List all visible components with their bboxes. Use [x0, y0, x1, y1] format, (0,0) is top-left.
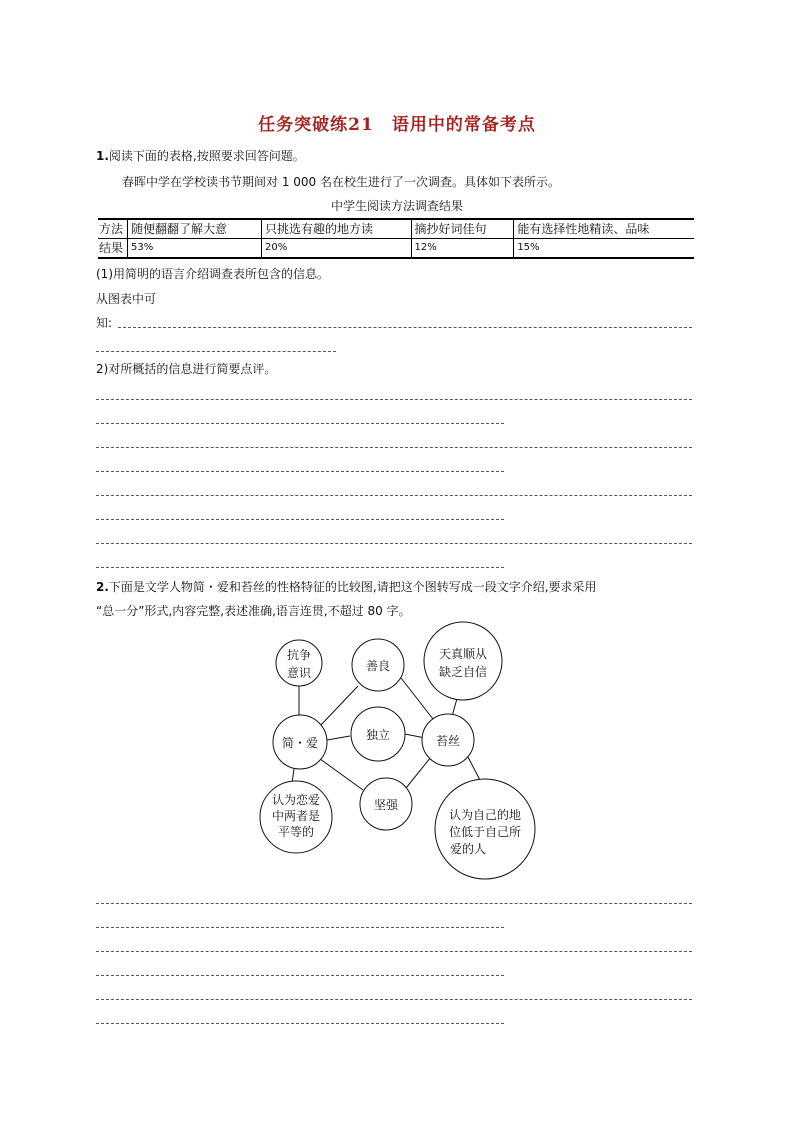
node-label: 爱的人	[449, 842, 487, 856]
node-label: 善良	[365, 659, 391, 673]
answer-line	[96, 903, 692, 904]
node-label: 位低于自己所	[448, 825, 522, 839]
sub-question-2: 2)对所概括的信息进行简要点评。	[96, 362, 277, 376]
node-label: 认为自己的地	[448, 808, 522, 822]
table-title: 中学生阅读方法调查结果	[330, 199, 463, 213]
jane-label: 简・爱	[281, 736, 319, 750]
table-cell: 摘抄好词佳句	[411, 219, 514, 239]
answer-line	[96, 999, 692, 1000]
question-2-number: 2.	[96, 580, 109, 594]
connector	[401, 678, 433, 719]
table-cell: 12%	[411, 239, 514, 259]
node-label: 认为恋爱	[271, 793, 321, 807]
table-cell: 能有选择性地精读、品味	[514, 219, 694, 239]
table-cell: 随便翻翻了解大意	[128, 219, 262, 239]
question-1-number: 1.	[96, 149, 109, 163]
node-label: 坚强	[373, 798, 399, 812]
connector	[316, 756, 363, 790]
sub-question-1: (1)用简明的语言介绍调查表所包含的信息。	[96, 267, 329, 281]
answer-prefix-b: 知:	[96, 316, 113, 330]
connector	[406, 757, 431, 788]
node-label: 意识	[286, 666, 312, 680]
tess-trait-node	[424, 622, 502, 700]
answer-prefix-a: 从图表中可	[96, 292, 157, 306]
node-label: 中两者是	[271, 809, 321, 823]
table-cell: 53%	[128, 239, 262, 259]
node-label: 抗争	[286, 648, 312, 662]
node-label: 缺乏自信	[438, 665, 488, 679]
question-2-text-line2: “总一分”形式,内容完整,表述准确,语言连贯,不超过 80 字。	[96, 604, 411, 618]
question-1-text: 阅读下面的表格,按照要求回答问题。	[108, 149, 305, 163]
connector	[320, 686, 358, 726]
table-cell: 方法	[98, 219, 128, 239]
tess-label: 苔丝	[435, 734, 461, 748]
answer-line	[96, 975, 504, 976]
node-label: 平等的	[277, 825, 315, 839]
page-title: 任务突破练21 语用中的常备考点	[258, 115, 536, 135]
table-cell: 20%	[261, 239, 411, 259]
node-label: 天真顺从	[438, 647, 488, 661]
answer-line	[96, 1023, 504, 1024]
node-label: 独立	[365, 728, 391, 742]
question-1-intro: 春晖中学在学校读书节期间对 1 000 名在校生进行了一次调查。具体如下表所示。	[122, 175, 560, 189]
connector	[327, 736, 350, 740]
answer-line	[96, 951, 692, 952]
table-cell: 只挑选有趣的地方读	[261, 219, 411, 239]
table-cell: 15%	[514, 239, 694, 259]
answer-line	[96, 927, 504, 928]
question-2-text-line1: 下面是文学人物简・爱和苔丝的性格特征的比较图,请把这个图转写成一段文字介绍,要求采用	[108, 580, 597, 594]
table-cell: 结果	[98, 239, 128, 259]
